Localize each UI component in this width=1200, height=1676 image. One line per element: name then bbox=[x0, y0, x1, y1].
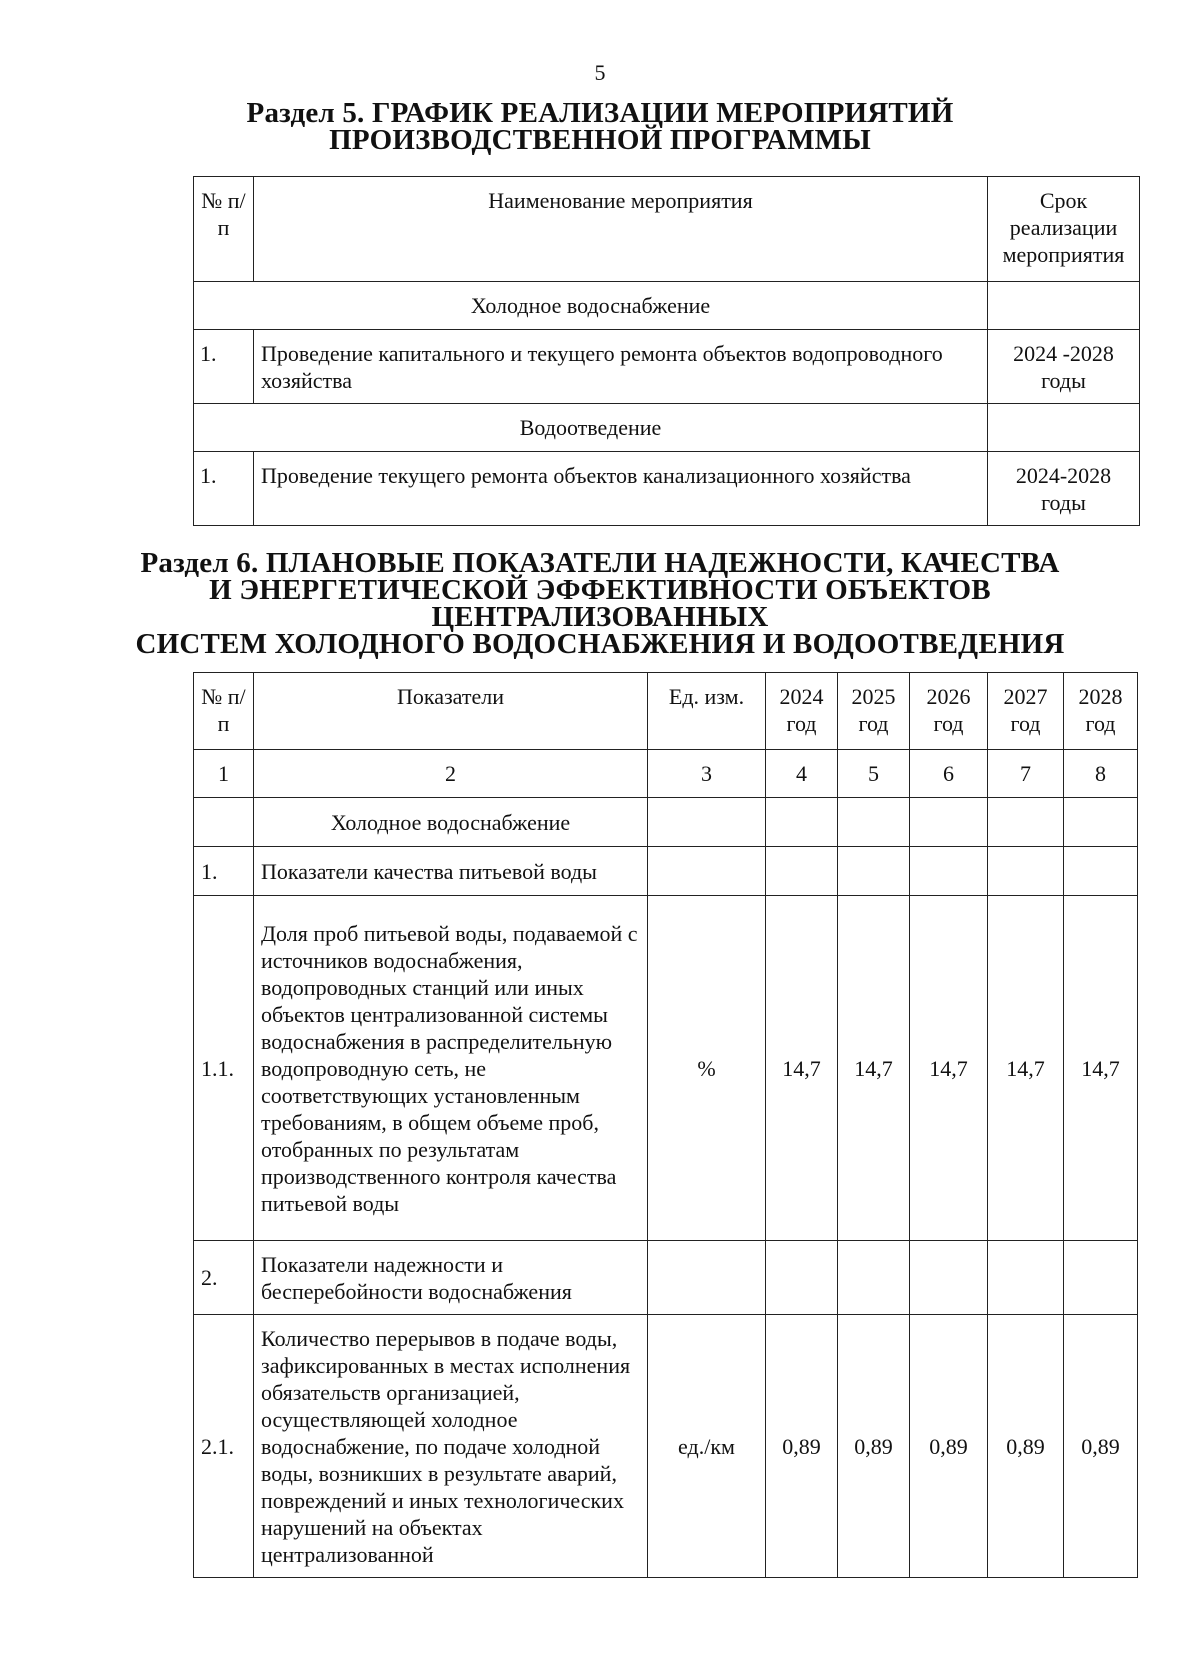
table-row bbox=[194, 1315, 1138, 1578]
row-value bbox=[910, 847, 988, 896]
empty-cell bbox=[194, 798, 254, 847]
group-title: Водоотведение bbox=[194, 404, 988, 452]
header-num: № п/п bbox=[194, 177, 254, 282]
row-value: 14,7 bbox=[910, 896, 988, 1241]
section6-title-line: ЦЕНТРАЛИЗОВАННЫХ bbox=[431, 601, 769, 633]
header-year: 2025 год bbox=[838, 673, 910, 750]
row-value bbox=[988, 847, 1064, 896]
header-term: Срок реализации мероприятия bbox=[988, 177, 1140, 282]
row-unit bbox=[648, 1241, 766, 1315]
header-indicator: Показатели bbox=[254, 673, 648, 750]
column-number: 7 bbox=[988, 750, 1064, 798]
column-number: 5 bbox=[838, 750, 910, 798]
row-value bbox=[1064, 847, 1138, 896]
row-value bbox=[1064, 1241, 1138, 1315]
row-num: 2.1. bbox=[194, 1315, 254, 1578]
column-number: 4 bbox=[766, 750, 838, 798]
row-num: 1. bbox=[194, 452, 254, 526]
row-value: 0,89 bbox=[1064, 1315, 1138, 1578]
empty-cell bbox=[910, 798, 988, 847]
row-value: 14,7 bbox=[838, 896, 910, 1241]
row-value: 0,89 bbox=[838, 1315, 910, 1578]
row-indicator: Показатели качества питьевой воды bbox=[254, 847, 648, 896]
row-unit: ед./км bbox=[648, 1315, 766, 1578]
group-title: Холодное водоснабжение bbox=[254, 798, 648, 847]
header-year: 2027 год bbox=[988, 673, 1064, 750]
header-unit: Ед. изм. bbox=[648, 673, 766, 750]
group-title: Холодное водоснабжение bbox=[194, 282, 988, 330]
column-number: 1 bbox=[194, 750, 254, 798]
empty-cell bbox=[766, 798, 838, 847]
row-value: 0,89 bbox=[910, 1315, 988, 1578]
section6-title-line: И ЭНЕРГЕТИЧЕСКОЙ ЭФФЕКТИВНОСТИ ОБЪЕКТОВ bbox=[209, 574, 991, 606]
row-value: 14,7 bbox=[1064, 896, 1138, 1241]
row-term: 2024 -2028 годы bbox=[988, 330, 1140, 404]
row-value bbox=[838, 1241, 910, 1315]
row-name: Проведение текущего ремонта объектов канализационного хозяйства bbox=[254, 452, 988, 526]
row-indicator: Количество перерывов в подаче воды, зафиксированных в местах исполнения обязательств организацией, осуществляющей холодное водоснабжение, по подаче холодной воды, возникших в результате аварий, повреждений и иных технологических нарушений на объектах централизованной bbox=[254, 1315, 648, 1578]
column-number: 8 bbox=[1064, 750, 1138, 798]
section5-group-row bbox=[194, 404, 1140, 452]
table-row bbox=[194, 330, 1140, 404]
row-indicator: Доля проб питьевой воды, подаваемой с источников водоснабжения, водопроводных станций или иных объектов централизованной системы водоснабжения в распределительную водопроводную сеть, не соответствующих установленным требованиям, в общем объеме проб, отобранных по результатам производственного контроля качества питьевой воды bbox=[254, 896, 648, 1241]
header-num: № п/п bbox=[194, 673, 254, 750]
row-value: 14,7 bbox=[766, 896, 838, 1241]
row-value bbox=[766, 847, 838, 896]
empty-cell bbox=[988, 798, 1064, 847]
section6-group-row bbox=[194, 798, 1138, 847]
group-empty-cell bbox=[988, 282, 1140, 330]
row-value bbox=[766, 1241, 838, 1315]
row-value: 0,89 bbox=[766, 1315, 838, 1578]
row-num: 1. bbox=[194, 847, 254, 896]
section5-title-line: ПРОИЗВОДСТВЕННОЙ ПРОГРАММЫ bbox=[329, 124, 871, 156]
section5-group-row bbox=[194, 282, 1140, 330]
column-number: 2 bbox=[254, 750, 648, 798]
column-number: 6 bbox=[910, 750, 988, 798]
header-name: Наименование мероприятия bbox=[254, 177, 988, 282]
group-empty-cell bbox=[988, 404, 1140, 452]
section6-table bbox=[193, 672, 1138, 1578]
row-value bbox=[988, 1241, 1064, 1315]
empty-cell bbox=[1064, 798, 1138, 847]
empty-cell bbox=[648, 798, 766, 847]
row-value bbox=[910, 1241, 988, 1315]
row-unit: % bbox=[648, 896, 766, 1241]
row-term: 2024-2028 годы bbox=[988, 452, 1140, 526]
row-name: Проведение капитального и текущего ремонта объектов водопроводного хозяйства bbox=[254, 330, 988, 404]
row-value: 14,7 bbox=[988, 896, 1064, 1241]
column-number-row bbox=[194, 750, 1138, 798]
section6-title-line: СИСТЕМ ХОЛОДНОГО ВОДОСНАБЖЕНИЯ И ВОДООТВЕДЕНИЯ bbox=[135, 628, 1065, 660]
section6-title bbox=[0, 547, 1200, 660]
header-year: 2026 год bbox=[910, 673, 988, 750]
row-num: 1.1. bbox=[194, 896, 254, 1241]
table-row bbox=[194, 1241, 1138, 1315]
section5-header-row bbox=[194, 177, 1140, 282]
section6-title-line: Раздел 6. ПЛАНОВЫЕ ПОКАЗАТЕЛИ НАДЕЖНОСТИ, КАЧЕСТВА bbox=[140, 547, 1060, 579]
row-num: 2. bbox=[194, 1241, 254, 1315]
table-row bbox=[194, 896, 1138, 1241]
header-year: 2028 год bbox=[1064, 673, 1138, 750]
row-value bbox=[838, 847, 910, 896]
row-num: 1. bbox=[194, 330, 254, 404]
row-value: 0,89 bbox=[988, 1315, 1064, 1578]
table-row bbox=[194, 847, 1138, 896]
section5-title bbox=[0, 97, 1200, 156]
section5-table bbox=[193, 176, 1140, 526]
section5-title-line: Раздел 5. ГРАФИК РЕАЛИЗАЦИИ МЕРОПРИЯТИЙ bbox=[246, 97, 954, 129]
empty-cell bbox=[838, 798, 910, 847]
table-row bbox=[194, 452, 1140, 526]
column-number: 3 bbox=[648, 750, 766, 798]
header-year: 2024 год bbox=[766, 673, 838, 750]
page-number: 5 bbox=[594, 60, 606, 85]
row-indicator: Показатели надежности и бесперебойности водоснабжения bbox=[254, 1241, 648, 1315]
row-unit bbox=[648, 847, 766, 896]
section6-header-row bbox=[194, 673, 1138, 750]
